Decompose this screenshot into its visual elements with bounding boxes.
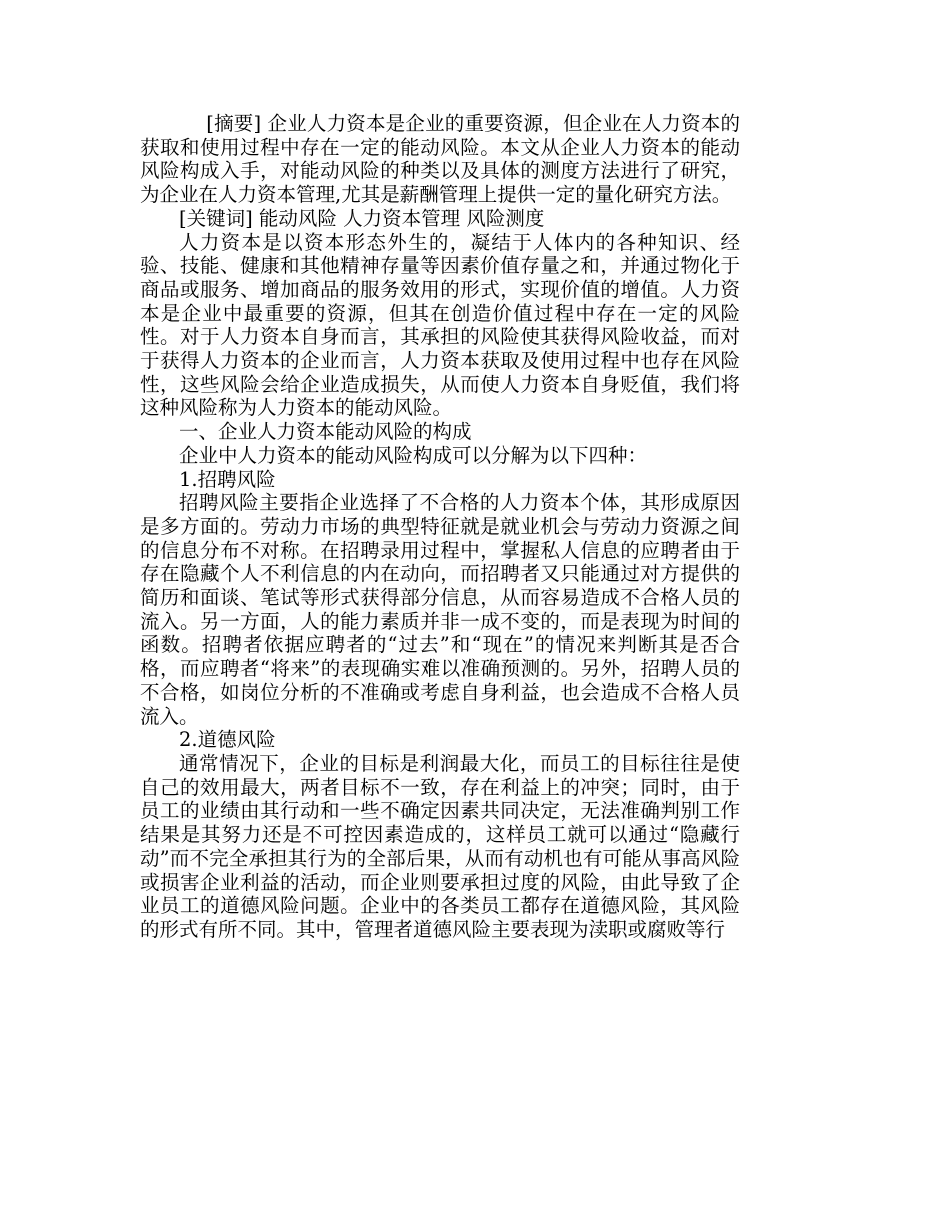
abstract-paragraph [140, 112, 740, 207]
keywords-paragraph [140, 207, 740, 231]
section-lead-paragraph: 企业中人力资本的能动风险构成可以分解为以下四种： [179, 443, 648, 467]
abstract-label: [摘要] [206, 112, 262, 135]
recruitment-risk-paragraph: 招聘风险主要指企业选择了不合格的人力资本个体，其形成原因是多方面的。劳动力市场的典型特征就是就业机会与劳动力资源之间的信息分布不对称。在招聘录用过程中，掌握私人信息的应聘者由于存在隐藏个人不利信息的内在动向，而招聘者又只能通过对方提供的简历和面谈、笔试等形式获得部分信息，从而容易造成不合格人员的流入。另一方面，人的能力素质并非一成不变的，而是表现为时间的函数。招聘者依据应聘者的“过去”和“现在”的情况来判断其是否合格，而应聘者“将来”的表现确实难以准确预测的。另外，招聘人员的不合格，如岗位分析的不准确或考虑自身利益，也会造成不合格人员流入。 [140, 491, 740, 728]
document-body [140, 112, 740, 942]
intro-paragraph: 人力资本是以资本形态外生的，凝结于人体内的各种知识、经验、技能、健康和其他精神存量等因素价值存量之和，并通过物化于商品或服务、增加商品的服务效用的形式，实现价值的增值。人力资本是企业中最重要的资源，但其在创造价值过程中存在一定的风险性。对于人力资本自身而言，其承担的风险使其获得风险收益，而对于获得人力资本的企业而言，人力资本获取及使用过程中也存在风险性，这些风险会给企业造成损失，从而使人力资本自身贬值，我们将这种风险称为人力资本的能动风险。 [140, 230, 740, 420]
subsection-heading-recruitment: 1.招聘风险 [179, 467, 276, 491]
keywords-label: [关键词] [179, 206, 253, 230]
section-heading: 一、企业人力资本能动风险的构成 [179, 420, 472, 444]
subsection-heading-moral: 2.道德风险 [179, 728, 276, 752]
abstract-text: 企业人力资本是企业的重要资源，但企业在人力资本的获取和使用过程中存在一定的能动风险。本文从企业人力资本的能动风险构成入手，对能动风险的种类以及具体的测度方法进行了研究，为企业在人力资本管理,尤其是薪酬管理上提供一定的量化研究方法。 [140, 112, 741, 207]
keywords-text: 能动风险 人力资本管理 风险测度 [258, 206, 545, 230]
moral-risk-paragraph: 通常情况下，企业的目标是利润最大化，而员工的目标往往是使自己的效用最大，两者目标不一致，存在利益上的冲突；同时，由于员工的业绩由其行动和一些不确定因素共同决定，无法准确判别工作结果是其努力还是不可控因素造成的，这样员工就可以通过“隐藏行动”而不完全承担其行为的全部后果，从而有动机也有可能从事高风险或损害企业利益的活动，而企业则要承担过度的风险，由此导致了企业员工的道德风险问题。企业中的各类员工都存在道德风险，其风险的形式有所不同。其中，管理者道德风险主要表现为渎职或腐败等行 [140, 751, 740, 941]
